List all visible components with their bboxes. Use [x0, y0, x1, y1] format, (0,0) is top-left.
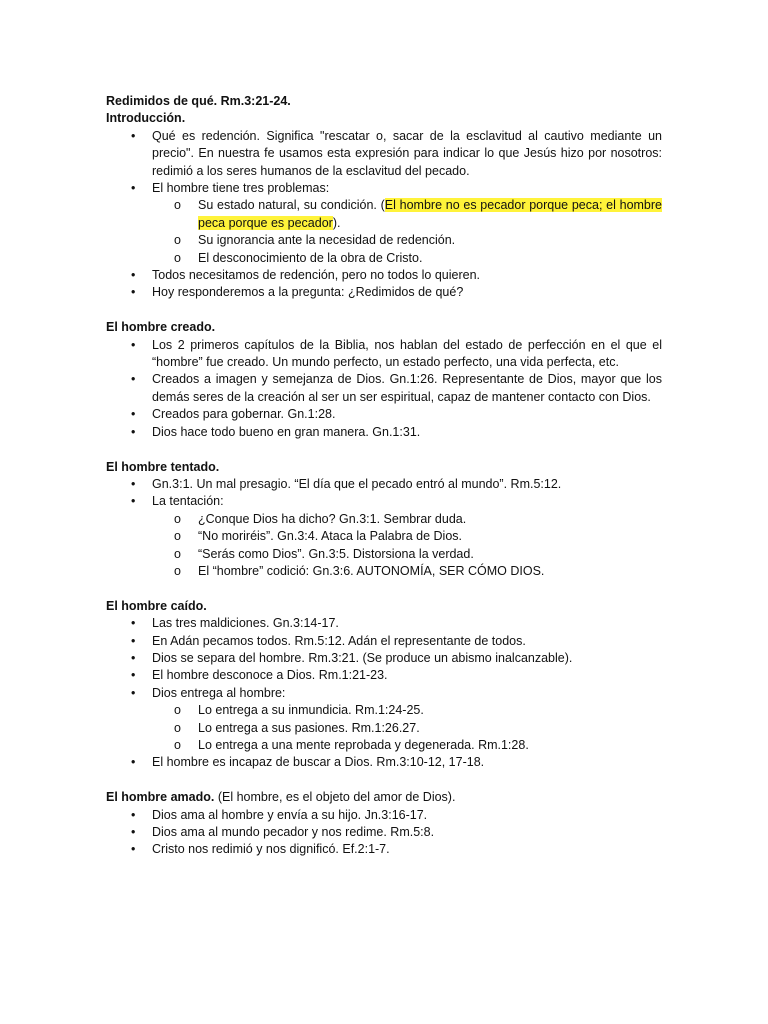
circle-bullet-icon: o — [174, 563, 181, 578]
sub-list-item — [152, 511, 662, 528]
bullet-icon: • — [131, 268, 136, 283]
sub-list-item — [152, 546, 662, 563]
sub-list-item — [152, 528, 662, 545]
bullet-list — [106, 476, 662, 580]
section-heading: Introducción. — [106, 111, 186, 126]
section-hombre-amado — [106, 789, 662, 859]
highlighted-text: El hombre no es pecador porque peca; el hombre peca porque es pecador — [198, 198, 662, 230]
list-item — [106, 615, 662, 632]
list-item — [106, 493, 662, 580]
bullet-icon: • — [131, 494, 136, 509]
section-heading: El hombre tentado. — [106, 459, 220, 474]
bullet-list — [106, 807, 662, 859]
list-item — [106, 650, 662, 667]
list-item — [106, 824, 662, 841]
sub-list-item — [152, 563, 662, 580]
bullet-icon: • — [131, 755, 136, 770]
bullet-icon: • — [131, 372, 136, 387]
circle-bullet-icon: o — [174, 703, 181, 718]
sub-list-item — [152, 737, 662, 754]
list-item — [106, 841, 662, 858]
item-text: “Serás como Dios”. Gn.3:5. Distorsiona la verdad. — [198, 546, 474, 561]
list-item — [106, 371, 662, 406]
bullet-icon: • — [131, 807, 136, 822]
list-item — [106, 633, 662, 650]
item-text: En Adán pecamos todos. Rm.5:12. Adán el representante de todos. — [152, 633, 526, 648]
bullet-list — [106, 615, 662, 772]
sub-list — [152, 511, 662, 581]
item-text: Creados para gobernar. Gn.1:28. — [152, 407, 336, 422]
section-heading-note: (El hombre, es el objeto del amor de Dios). — [214, 790, 456, 805]
document-page — [106, 93, 662, 859]
item-text: ). — [332, 215, 341, 230]
bullet-icon: • — [131, 825, 136, 839]
sub-list-item — [152, 197, 662, 232]
list-item — [106, 807, 662, 824]
item-text: “No moriréis”. Gn.3:4. Ataca la Palabra de Dios. — [198, 529, 463, 544]
bullet-icon: • — [131, 842, 136, 857]
list-item — [106, 284, 662, 301]
section-hombre-tentado — [106, 459, 662, 581]
item-text: Dios ama al mundo pecador y nos redime. Rm.5:8. — [152, 825, 435, 839]
item-text: Qué es redención. Significa "rescatar o, sacar de la esclavitud al cautivo mediante un precio". En nuestra fe usamos esta expresión para indicar lo que Jesús hizo por nosotros: redimió a los seres humanos de la esclavitud del pecado. — [152, 128, 662, 178]
sub-list — [152, 197, 662, 267]
document-title: Redimidos de qué. Rm.3:21-24. — [106, 94, 291, 108]
item-text: Dios entrega al hombre: — [152, 685, 286, 700]
item-text: Todos necesitamos de redención, pero no todos lo quieren. — [152, 268, 480, 283]
sub-list-item — [152, 250, 662, 267]
bullet-icon: • — [131, 633, 136, 648]
sub-list-item — [152, 702, 662, 719]
bullet-icon: • — [131, 424, 136, 439]
list-item — [106, 476, 662, 493]
section-hombre-caido — [106, 598, 662, 772]
item-text: La tentación: — [152, 494, 224, 509]
item-text: Creados a imagen y semejanza de Dios. Gn.1:26. Representante de Dios, mayor que los demás seres de la creación al ser un ser espiritual, capaz de mantener contacto con Dios. — [152, 372, 662, 404]
list-item — [106, 406, 662, 423]
section-heading: El hombre caído. — [106, 598, 207, 613]
sub-list-item — [152, 232, 662, 249]
list-item — [106, 180, 662, 267]
list-item — [106, 685, 662, 755]
circle-bullet-icon: o — [174, 198, 181, 213]
item-text: Dios hace todo bueno en gran manera. Gn.1:31. — [152, 424, 421, 439]
circle-bullet-icon: o — [174, 511, 181, 526]
list-item — [106, 337, 662, 372]
circle-bullet-icon: o — [174, 250, 181, 265]
bullet-list — [106, 337, 662, 441]
section-heading: El hombre creado. — [106, 320, 216, 335]
list-item — [106, 128, 662, 180]
item-text: Las tres maldiciones. Gn.3:14-17. — [152, 616, 339, 631]
item-text: Su estado natural, su condición. ( — [198, 198, 385, 213]
list-item — [106, 667, 662, 684]
item-text: Los 2 primeros capítulos de la Biblia, nos hablan del estado de perfección en el que el “hombre” fue creado. Un mundo perfecto, un estado perfecto, una vida perfecta, etc. — [152, 337, 662, 370]
bullet-icon: • — [131, 128, 136, 143]
item-text: El hombre es incapaz de buscar a Dios. Rm.3:10-12, 17-18. — [152, 755, 485, 770]
bullet-icon: • — [131, 181, 136, 196]
section-hombre-creado — [106, 319, 662, 441]
bullet-icon: • — [131, 650, 136, 665]
item-text: Gn.3:1. Un mal presagio. “El día que el pecado entró al mundo”. Rm.5:12. — [152, 476, 562, 491]
item-text: Dios se separa del hombre. Rm.3:21. (Se produce un abismo inalcanzable). — [152, 650, 573, 665]
item-text: Cristo nos redimió y nos dignificó. Ef.2:1-7. — [152, 842, 390, 857]
section-heading: El hombre amado. — [106, 790, 215, 805]
bullet-icon: • — [131, 616, 136, 631]
section-heading-line — [106, 789, 662, 806]
sub-list-item — [152, 720, 662, 737]
bullet-icon: • — [131, 337, 136, 352]
item-text: El hombre tiene tres problemas: — [152, 181, 330, 196]
item-text: Lo entrega a una mente reprobada y degenerada. Rm.1:28. — [198, 737, 529, 752]
circle-bullet-icon: o — [174, 546, 181, 561]
circle-bullet-icon: o — [174, 233, 181, 248]
bullet-icon: • — [131, 668, 136, 683]
item-text: El hombre desconoce a Dios. Rm.1:21-23. — [152, 668, 388, 683]
item-text: Lo entrega a sus pasiones. Rm.1:26.27. — [198, 720, 420, 735]
circle-bullet-icon: o — [174, 720, 181, 735]
item-text: El desconocimiento de la obra de Cristo. — [198, 250, 423, 265]
item-text: Lo entrega a su inmundicia. Rm.1:24-25. — [198, 703, 424, 718]
list-item — [106, 424, 662, 441]
bullet-icon: • — [131, 476, 136, 491]
sub-list — [152, 702, 662, 754]
list-item — [106, 267, 662, 284]
list-item — [106, 754, 662, 771]
bullet-icon: • — [131, 285, 136, 300]
bullet-list — [106, 128, 662, 302]
bullet-icon: • — [131, 685, 136, 700]
section-introduccion — [106, 110, 662, 301]
circle-bullet-icon: o — [174, 529, 181, 544]
circle-bullet-icon: o — [174, 737, 181, 752]
item-text: ¿Conque Dios ha dicho? Gn.3:1. Sembrar duda. — [198, 511, 467, 526]
item-text: El “hombre” codició: Gn.3:6. AUTONOMÍA, SER CÓMO DIOS. — [198, 563, 545, 578]
item-text: Dios ama al hombre y envía a su hijo. Jn.3:16-17. — [152, 807, 428, 822]
item-text: Hoy responderemos a la pregunta: ¿Redimidos de qué? — [152, 285, 464, 300]
item-text: Su ignorancia ante la necesidad de redención. — [198, 233, 456, 248]
bullet-icon: • — [131, 407, 136, 422]
